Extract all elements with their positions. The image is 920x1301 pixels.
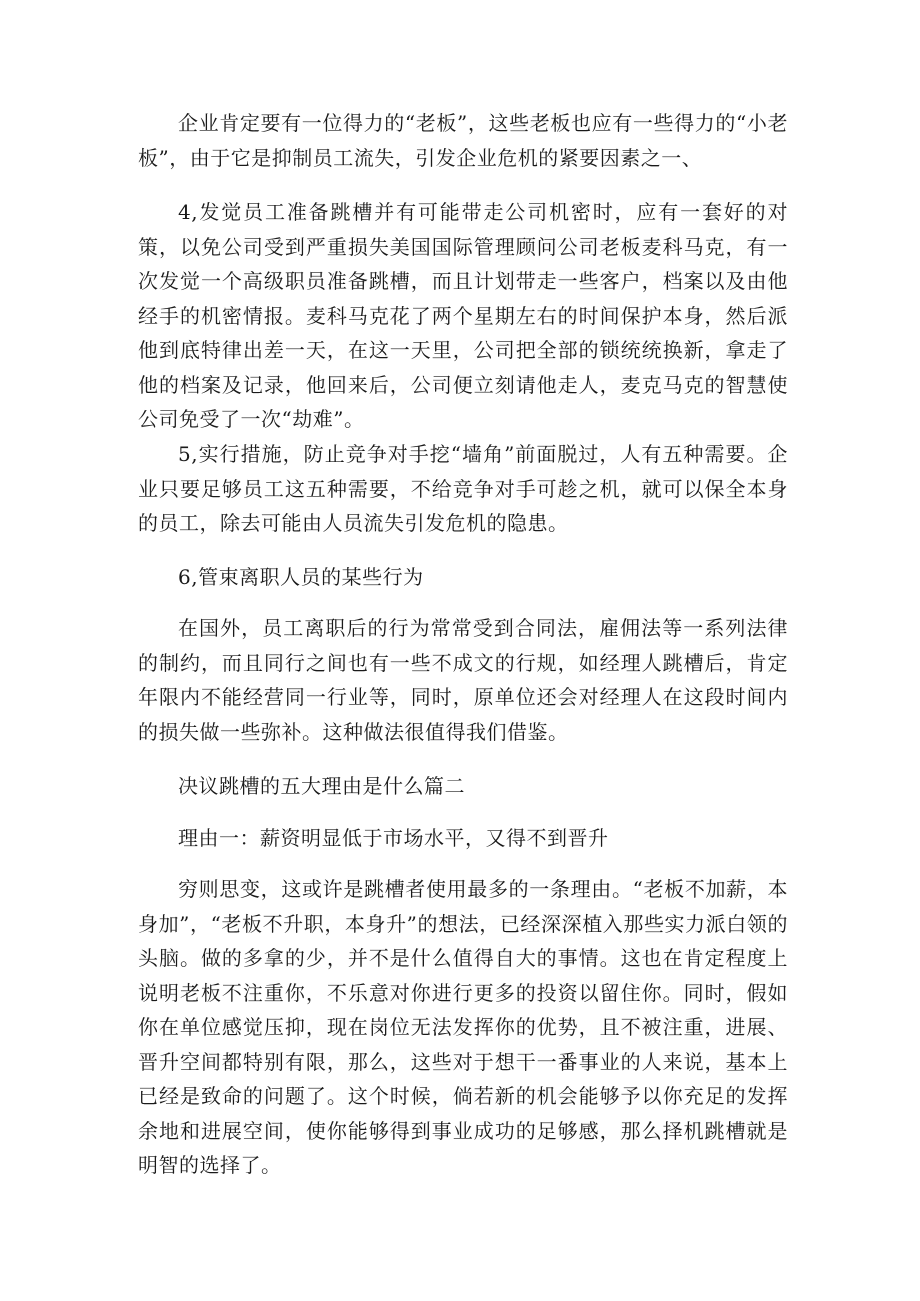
paragraph-point-5: 5,实行措施，防止竞争对手挖“墙角”前面脱过，人有五种需要。企业只要足够员工这五种需要，不给竞争对手可趁之机，就可以保全本身的员工，除去可能由人员流失引发危机的隐患。 xyxy=(138,442,788,535)
reason-one-heading: 理由一：薪资明显低于市场水平，又得不到晋升 xyxy=(178,826,609,850)
paragraph-point-4: 4,发觉员工准备跳槽并有可能带走公司机密时，应有一套好的对策，以免公司受到严重损失美国国际管理顾问公司老板麦科马克，有一次发觉一个高级职员准备跳槽，而且计划带走一些客户，档案以及由他经手的机密情报。麦科马克花了两个星期左右的时间保护本身，然后派他到底特律出差一天，在这一天里，公司把全部的锁统统换新，拿走了他的档案及记录，他回来后，公司便立刻请他走人，麦克马克的智慧使公司免受了一次“劫难”。 xyxy=(138,200,788,431)
section-title-part-two: 决议跳槽的五大理由是什么篇二 xyxy=(178,774,465,798)
paragraph-reason-one-body: 穷则思变，这或许是跳槽者使用最多的一条理由。“老板不加薪，本身加”，“老板不升职，本身升”的想法，已经深深植入那些实力派白领的头脑。做的多拿的少，并不是什么值得自大的事情。这也在肯定程度上说明老板不注重你，不乐意对你进行更多的投资以留住你。同时，假如你在单位感觉压抑，现在岗位无法发挥你的优势，且不被注重，进展、晋升空间都特别有限，那么，这些对于想干一番事业的人来说，基本上已经是致命的问题了。这个时候，倘若新的机会能够予以你充足的发挥余地和进展空间，使你能够得到事业成功的足够感，那么择机跳槽就是明智的选择了。 xyxy=(138,877,788,1177)
paragraph-point-6-heading: 6,管束离职人员的某些行为 xyxy=(178,565,424,589)
paragraph-leadership: 企业肯定要有一位得力的“老板”，这些老板也应有一些得力的“小老板”，由于它是抑制员工流失，引发企业危机的紧要因素之一、 xyxy=(138,111,788,170)
paragraph-overseas-practice: 在国外，员工离职后的行为常常受到合同法，雇佣法等一系列法律的制约，而且同行之间也有一些不成文的行规，如经理人跳槽后，肯定年限内不能经营同一行业等，同时，原单位还会对经理人在这段时间内的损失做一些弥补。这种做法很值得我们借鉴。 xyxy=(138,616,788,744)
